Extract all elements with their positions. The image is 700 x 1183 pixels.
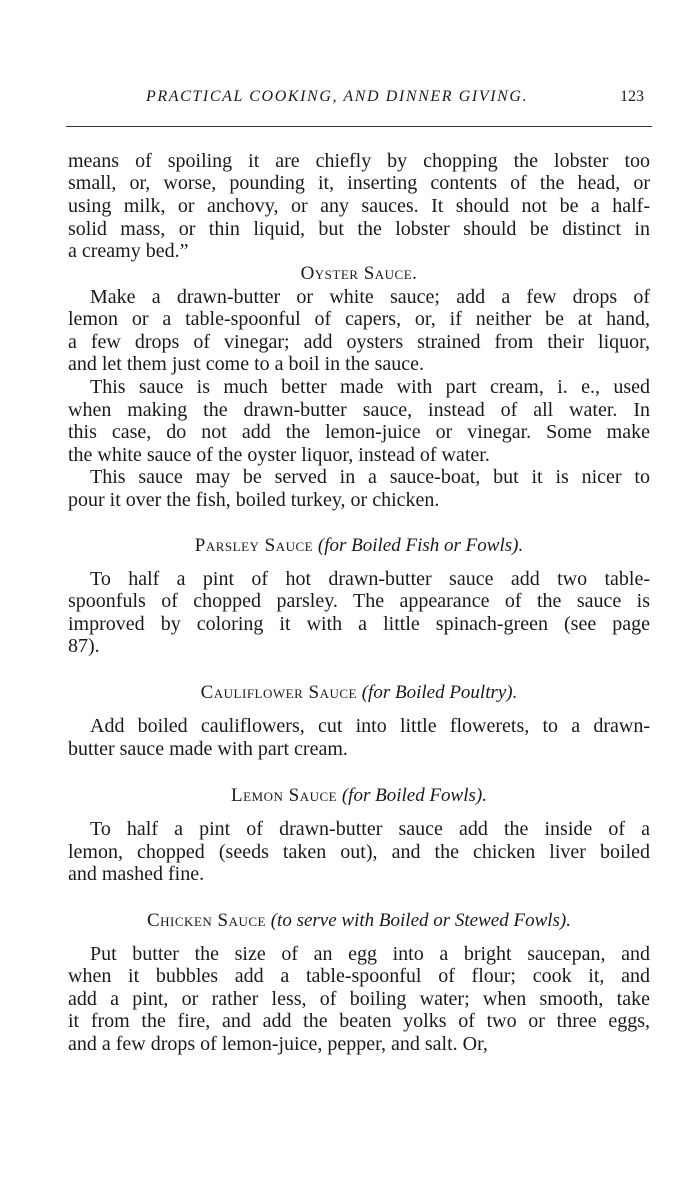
text-line: and let them just come to a boil in the sauce. — [68, 353, 425, 375]
text-line: it from the fire, and add the beaten yolks of two or three eggs, — [68, 1010, 650, 1032]
text-line: 87). — [68, 635, 100, 657]
section-heading — [68, 910, 650, 932]
text-line: using milk, or anchovy, or any sauces. It should not be a half- — [68, 195, 650, 217]
text-line: a creamy bed.” — [68, 240, 189, 262]
text-line: and a few drops of lemon-juice, pepper, and salt. Or, — [68, 1033, 488, 1055]
text-line: This sauce may be served in a sauce-boat, but it is nicer to — [90, 466, 650, 488]
section-heading — [68, 535, 650, 557]
text-line: small, or, worse, pounding it, inserting contents of the head, or — [68, 172, 650, 194]
section-heading — [68, 682, 650, 704]
text-line: solid mass, or thin liquid, but the lobster should be distinct in — [68, 218, 650, 240]
text-line: lemon or a table-spoonful of capers, or, if neither be at hand, — [68, 308, 650, 330]
section-heading — [68, 785, 650, 807]
heading-title: Cauliflower Sauce — [200, 682, 357, 703]
header-rule — [66, 126, 652, 127]
heading-note: (for Boiled Fowls). — [341, 785, 487, 806]
text-line: the white sauce of the oyster liquor, instead of water. — [68, 444, 490, 466]
text-line: butter sauce made with part cream. — [68, 738, 348, 760]
text-line: improved by coloring it with a little spinach-green (see page — [68, 613, 650, 635]
text-line: add a pint, or rather less, of boiling water; when smooth, take — [68, 988, 650, 1010]
text-line: This sauce is much better made with part cream, i. e., used — [90, 376, 650, 398]
text-line: To half a pint of hot drawn-butter sauce add two table- — [90, 568, 650, 590]
text-line: lemon, chopped (seeds taken out), and the chicken liver boiled — [68, 841, 650, 863]
text-line: To half a pint of drawn-butter sauce add the inside of a — [90, 818, 650, 840]
heading-note: (for Boiled Fish or Fowls). — [317, 535, 524, 556]
page-number: 123 — [620, 88, 644, 105]
heading-note: (for Boiled Poultry). — [361, 682, 518, 703]
text-line: Make a drawn-butter or white sauce; add a few drops of — [90, 286, 650, 308]
section-heading — [68, 263, 650, 285]
heading-title: Oyster Sauce. — [300, 263, 418, 284]
text-line: a few drops of vinegar; add oysters strained from their liquor, — [68, 331, 650, 353]
text-line: Add boiled cauliflowers, cut into little flowerets, to a drawn- — [90, 715, 650, 737]
running-title: PRACTICAL COOKING, AND DINNER GIVING. — [146, 88, 529, 105]
heading-title: Lemon Sauce — [231, 785, 338, 806]
text-line: when making the drawn-butter sauce, instead of all water. In — [68, 399, 650, 421]
heading-title: Chicken Sauce — [147, 910, 266, 931]
text-line: Put butter the size of an egg into a bright saucepan, and — [90, 943, 650, 965]
text-line: pour it over the fish, boiled turkey, or chicken. — [68, 489, 440, 511]
text-line: and mashed fine. — [68, 863, 205, 885]
heading-note: (to serve with Boiled or Stewed Fowls). — [270, 910, 571, 931]
heading-title: Parsley Sauce — [194, 535, 314, 556]
text-line: this case, do not add the lemon-juice or vinegar. Some make — [68, 421, 650, 443]
text-line: when it bubbles add a table-spoonful of flour; cook it, and — [68, 965, 650, 987]
text-line: means of spoiling it are chiefly by chopping the lobster too — [68, 150, 650, 172]
text-line: spoonfuls of chopped parsley. The appearance of the sauce is — [68, 590, 650, 612]
